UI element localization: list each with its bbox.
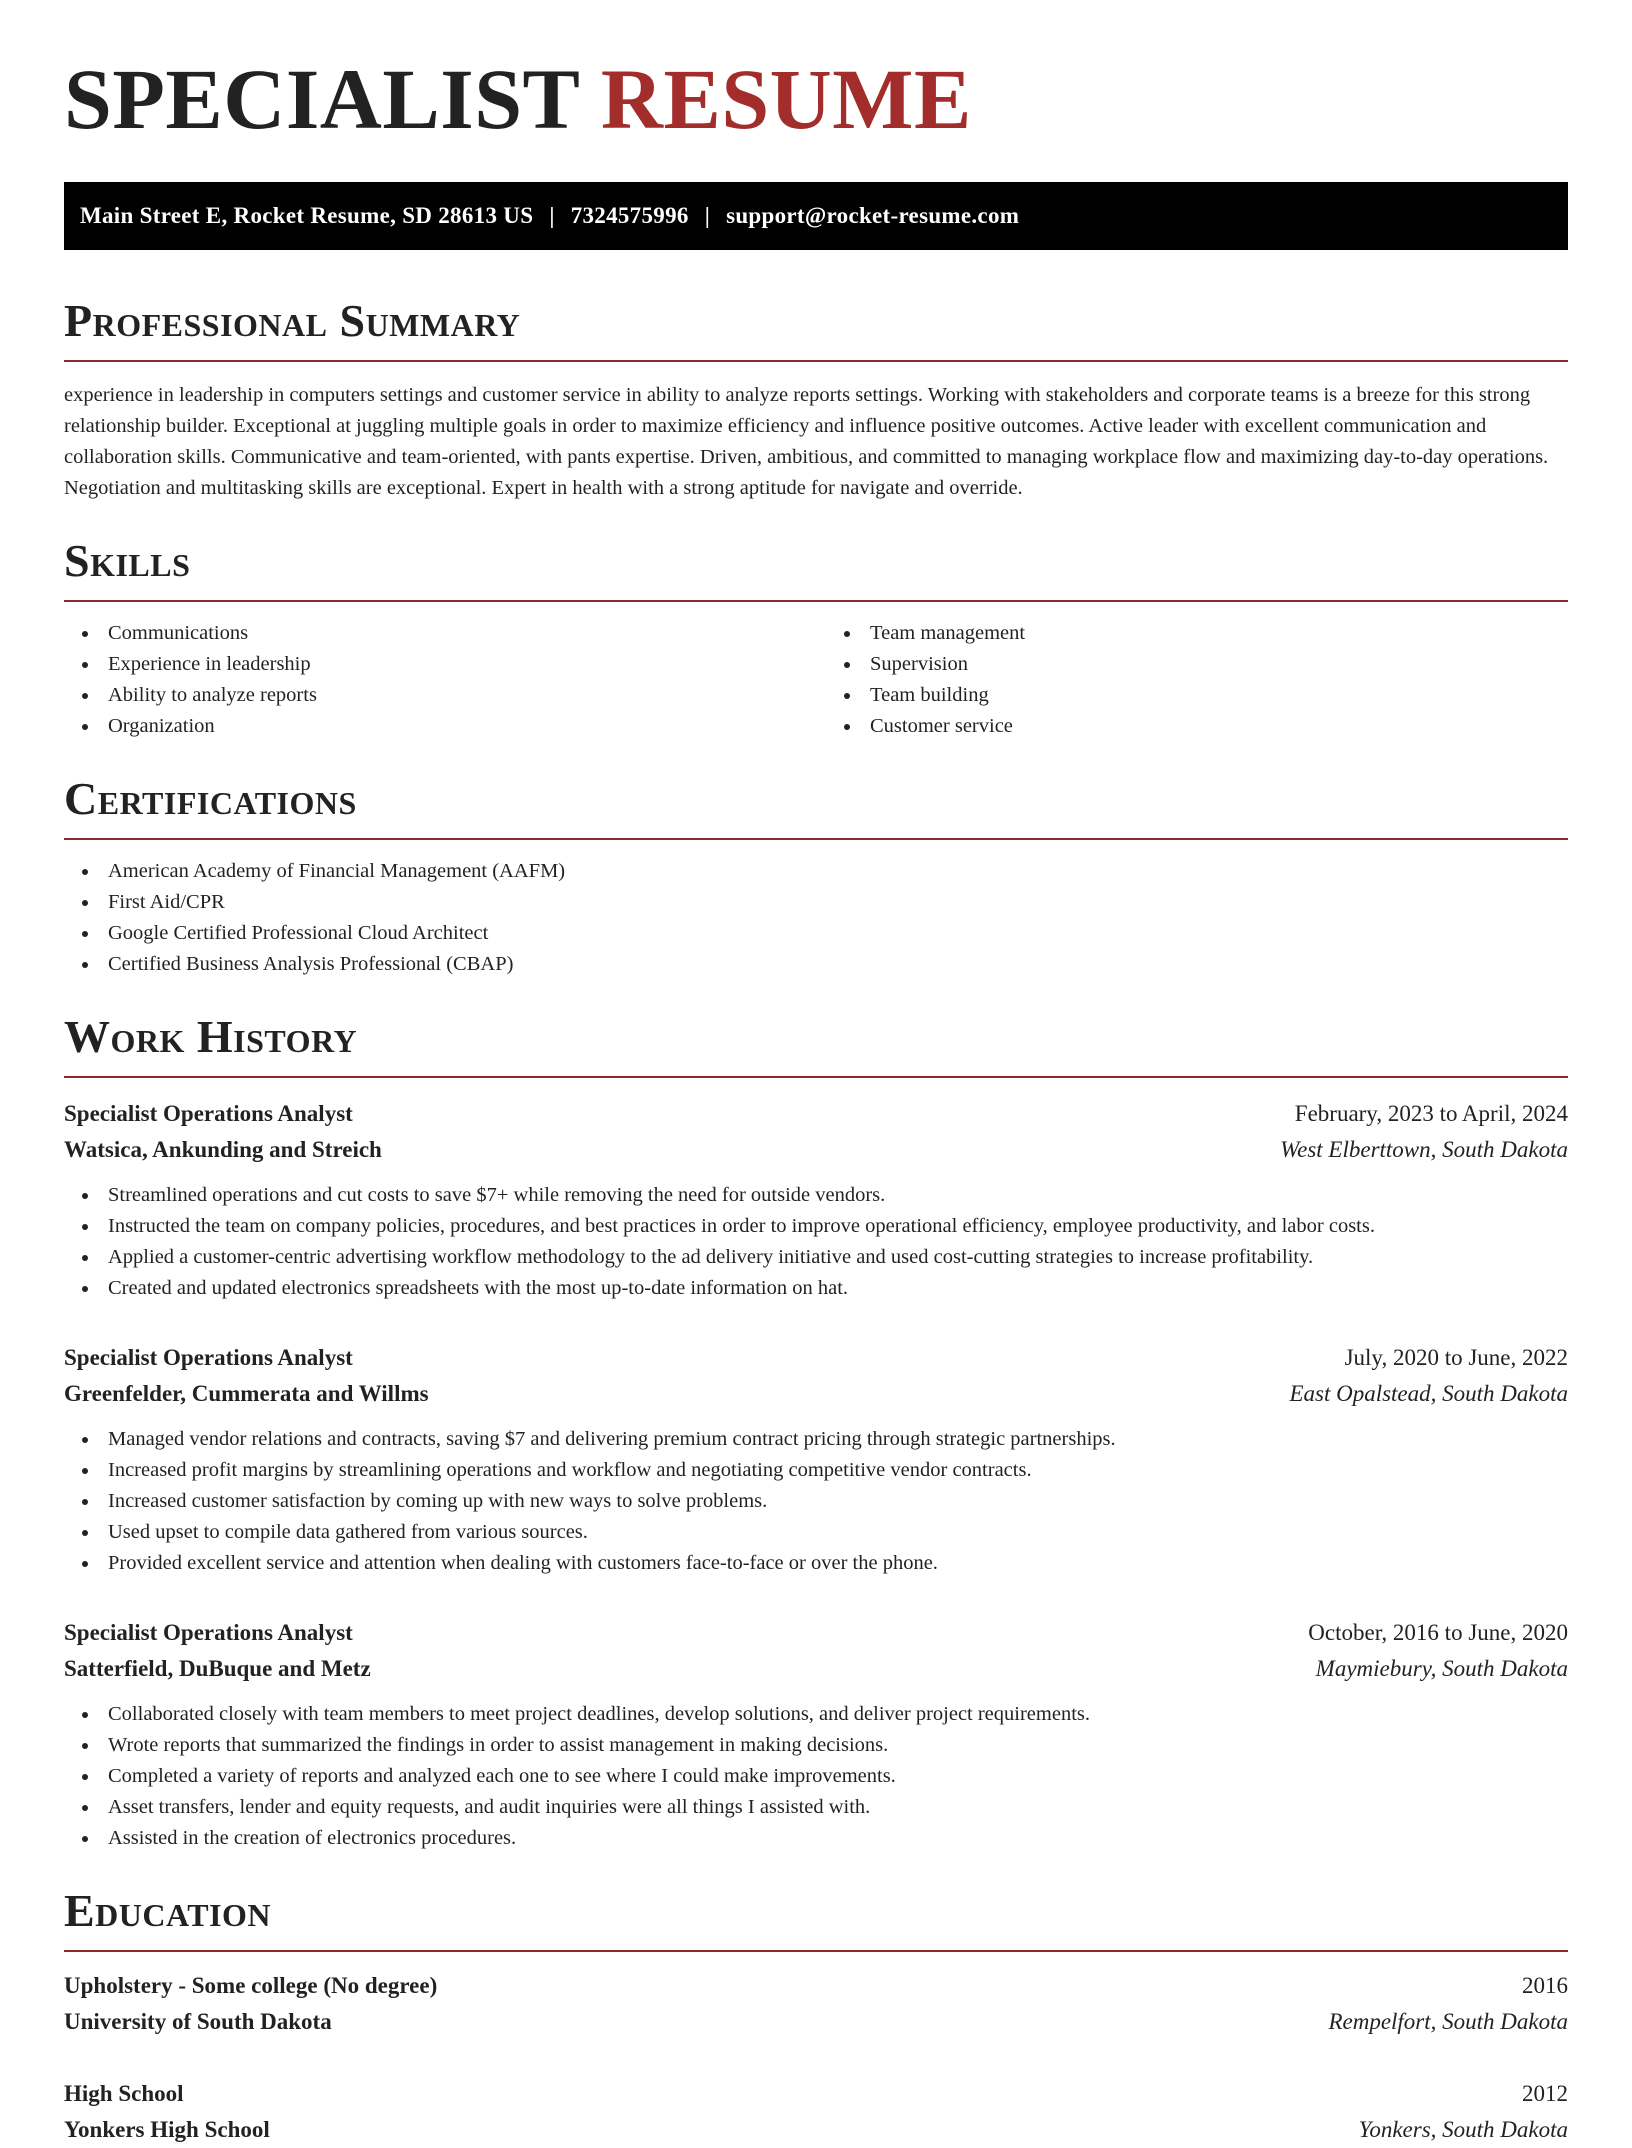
- education-heading: Education: [64, 1888, 1568, 1952]
- job-title: Specialist Operations Analyst: [64, 1101, 353, 1126]
- education-year: 2012: [1522, 2081, 1568, 2106]
- skill-item: Communications: [64, 618, 806, 649]
- education-degree-row: [64, 2076, 1568, 2112]
- job-bullet: Assisted in the creation of electronics procedures.: [64, 1823, 1568, 1854]
- skills-grid: [64, 602, 1568, 742]
- work-history-section: [64, 1011, 1568, 1854]
- contact-phone: 7324575996: [570, 203, 689, 228]
- education-location: Yonkers, South Dakota: [1358, 2117, 1568, 2142]
- job-location: Maymiebury, South Dakota: [1315, 1656, 1568, 1681]
- certifications-section: [64, 773, 1568, 980]
- job-bullet: Completed a variety of reports and analyzed each one to see where I could make improvements.: [64, 1761, 1568, 1792]
- education-year: 2016: [1522, 1973, 1568, 1998]
- job-bullet: Used upset to compile data gathered from various sources.: [64, 1517, 1568, 1548]
- job-bullet: Wrote reports that summarized the findings in order to assist management in making decisions.: [64, 1730, 1568, 1761]
- skills-list-left: [64, 618, 806, 742]
- summary-heading: Professional Summary: [64, 298, 1568, 362]
- job-bullets: [64, 1424, 1568, 1579]
- job-dates: February, 2023 to April, 2024: [1294, 1101, 1568, 1126]
- job-location: West Elberttown, South Dakota: [1280, 1137, 1568, 1162]
- contact-separator: |: [549, 203, 555, 228]
- skills-section: [64, 535, 1568, 742]
- education-school: University of South Dakota: [64, 2009, 332, 2034]
- contact-email: support@rocket-resume.com: [726, 203, 1020, 228]
- contact-bar: [64, 182, 1568, 250]
- job-bullet: Streamlined operations and cut costs to save $7+ while removing the need for outside vendors.: [64, 1180, 1568, 1211]
- skills-heading: Skills: [64, 538, 1568, 602]
- skill-item: Team building: [826, 680, 1568, 711]
- certifications-heading: Certifications: [64, 776, 1568, 840]
- skill-item: Ability to analyze reports: [64, 680, 806, 711]
- work-history-heading: Work History: [64, 1014, 1568, 1078]
- job-bullet: Instructed the team on company policies, procedures, and best practices in order to improve operational efficiency, employee productivity, and labor costs.: [64, 1211, 1568, 1242]
- job-bullets: [64, 1180, 1568, 1304]
- job-company: Greenfelder, Cummerata and Willms: [64, 1381, 429, 1406]
- education-school-row: [64, 2004, 1568, 2040]
- job-dates: July, 2020 to June, 2022: [1344, 1345, 1568, 1370]
- job-location: East Opalstead, South Dakota: [1289, 1381, 1568, 1406]
- skills-list-right: [826, 618, 1568, 742]
- education-entry: [64, 1968, 1568, 2040]
- job-company-row: [64, 1651, 1568, 1687]
- job-title: Specialist Operations Analyst: [64, 1345, 353, 1370]
- job-dates: October, 2016 to June, 2020: [1308, 1620, 1568, 1645]
- job-entry: [64, 1340, 1568, 1579]
- job-company-row: [64, 1132, 1568, 1168]
- job-bullet: Asset transfers, lender and equity requests, and audit inquiries were all things I assisted with.: [64, 1792, 1568, 1823]
- job-title-row: [64, 1340, 1568, 1376]
- education-section: [64, 1885, 1568, 2148]
- title-second-word: RESUME: [600, 51, 972, 147]
- skill-item: Team management: [826, 618, 1568, 649]
- job-bullet: Collaborated closely with team members to meet project deadlines, develop solutions, and deliver project requirements.: [64, 1699, 1568, 1730]
- education-school: Yonkers High School: [64, 2117, 270, 2142]
- education-degree: Upholstery - Some college (No degree): [64, 1973, 438, 1998]
- contact-address: Main Street E, Rocket Resume, SD 28613 US: [80, 203, 534, 228]
- education-school-row: [64, 2112, 1568, 2148]
- job-bullet: Provided excellent service and attention when dealing with customers face-to-face or over the phone.: [64, 1548, 1568, 1579]
- job-bullet: Applied a customer-centric advertising workflow methodology to the ad delivery initiative and used cost-cutting strategies to increase profitability.: [64, 1242, 1568, 1273]
- job-title-row: [64, 1096, 1568, 1132]
- job-entry: [64, 1615, 1568, 1854]
- job-company-row: [64, 1376, 1568, 1412]
- job-bullet: Created and updated electronics spreadsheets with the most up-to-date information on hat.: [64, 1273, 1568, 1304]
- certification-item: Certified Business Analysis Professional (CBAP): [64, 949, 1568, 980]
- skill-item: Customer service: [826, 711, 1568, 742]
- education-entry: [64, 2076, 1568, 2148]
- job-entry: [64, 1096, 1568, 1304]
- skill-item: Supervision: [826, 649, 1568, 680]
- job-bullet: Increased profit margins by streamlining operations and workflow and negotiating competitive vendor contracts.: [64, 1455, 1568, 1486]
- job-bullet: Increased customer satisfaction by coming up with new ways to solve problems.: [64, 1486, 1568, 1517]
- skill-item: Experience in leadership: [64, 649, 806, 680]
- job-bullets: [64, 1699, 1568, 1854]
- job-company: Watsica, Ankunding and Streich: [64, 1137, 382, 1162]
- resume-title: [64, 51, 1568, 147]
- education-degree-row: [64, 1968, 1568, 2004]
- job-title-row: [64, 1615, 1568, 1651]
- certification-item: American Academy of Financial Management (AAFM): [64, 856, 1568, 887]
- summary-section: [64, 295, 1568, 504]
- title-first-word: SPECIALIST: [64, 51, 579, 147]
- education-location: Rempelfort, South Dakota: [1328, 2009, 1568, 2034]
- skill-item: Organization: [64, 711, 806, 742]
- job-company: Satterfield, DuBuque and Metz: [64, 1656, 371, 1681]
- certification-item: First Aid/CPR: [64, 887, 1568, 918]
- summary-text: experience in leadership in computers settings and customer service in ability to analyze reports settings. Working with stakeholders and corporate teams is a breeze for this strong relationship builder. Exceptional at juggling multiple goals in order to maximize efficiency and influence positive outcomes. Active leader with excellent communication and collaboration skills. Communicative and team-oriented, with pants expertise. Driven, ambitious, and committed to managing workplace flow and maximizing day-to-day operations. Negotiation and multitasking skills are exceptional. Expert in health with a strong aptitude for navigate and override.: [64, 384, 1549, 499]
- certifications-list: [64, 856, 1568, 980]
- certification-item: Google Certified Professional Cloud Architect: [64, 918, 1568, 949]
- job-bullet: Managed vendor relations and contracts, saving $7 and delivering premium contract pricing through strategic partnerships.: [64, 1424, 1568, 1455]
- contact-separator: |: [704, 203, 711, 228]
- education-degree: High School: [64, 2081, 184, 2106]
- job-title: Specialist Operations Analyst: [64, 1620, 353, 1645]
